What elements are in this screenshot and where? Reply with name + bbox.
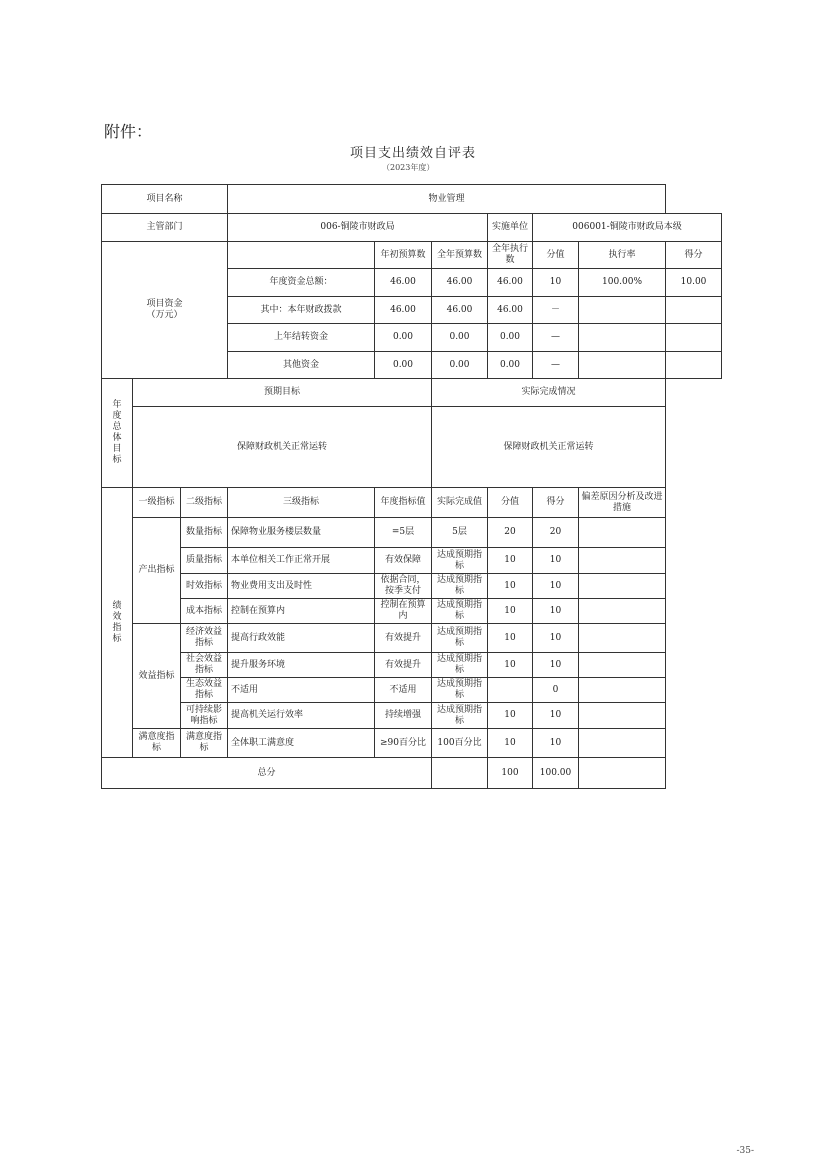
funds-row-score bbox=[666, 352, 722, 379]
perf-actual-value: 达成预期指标 bbox=[432, 574, 488, 599]
total-label: 总分 bbox=[102, 758, 432, 789]
perf-level2: 经济效益指标 bbox=[181, 624, 228, 653]
goal-actual-header: 实际完成情况 bbox=[432, 379, 666, 407]
perf-section-label bbox=[102, 488, 133, 758]
perf-level2: 生态效益指标 bbox=[181, 678, 228, 703]
perf-level2: 质量指标 bbox=[181, 548, 228, 574]
hdr-level2: 二级指标 bbox=[181, 488, 228, 518]
perf-level3: 不适用 bbox=[228, 678, 375, 703]
project-name-row bbox=[102, 185, 722, 214]
funds-row-rate bbox=[579, 297, 666, 324]
total-score-value: 100 bbox=[488, 758, 533, 789]
perf-row bbox=[102, 624, 722, 653]
funds-row-score-value: — bbox=[533, 324, 579, 352]
funds-row-exec: 46.00 bbox=[488, 269, 533, 297]
project-name-label: 项目名称 bbox=[102, 185, 228, 214]
perf-deviation bbox=[579, 599, 666, 624]
perf-score: 0 bbox=[533, 678, 579, 703]
perf-annual-value: =5层 bbox=[375, 518, 432, 548]
funds-row-initial: 0.00 bbox=[375, 324, 432, 352]
perf-level2: 成本指标 bbox=[181, 599, 228, 624]
page-title: 项目支出绩效自评表 bbox=[349, 146, 476, 161]
perf-score-value: 10 bbox=[488, 729, 533, 758]
hdr-score-value: 分值 bbox=[533, 242, 579, 269]
perf-row bbox=[102, 703, 722, 729]
hdr-perf-score-value: 分值 bbox=[488, 488, 533, 518]
funds-row-annual: 46.00 bbox=[432, 297, 488, 324]
perf-annual-value: 不适用 bbox=[375, 678, 432, 703]
total-row bbox=[102, 758, 722, 789]
page-number: -35- bbox=[736, 1146, 754, 1156]
perf-score-value bbox=[488, 678, 533, 703]
perf-deviation bbox=[579, 653, 666, 678]
perf-row bbox=[102, 518, 722, 548]
perf-level3: 本单位相关工作正常开展 bbox=[228, 548, 375, 574]
funds-row-label: 年度资金总额： bbox=[228, 269, 375, 297]
perf-level3: 保障物业服务楼层数量 bbox=[228, 518, 375, 548]
hdr-level3: 三级指标 bbox=[228, 488, 375, 518]
funds-row-rate: 100.00% bbox=[579, 269, 666, 297]
perf-deviation bbox=[579, 548, 666, 574]
funds-row-label: 上年结转资金 bbox=[228, 324, 375, 352]
goal-expected-text: 保障财政机关正常运转 bbox=[133, 407, 432, 488]
funds-header-row bbox=[102, 242, 722, 269]
unit-value: 006001-铜陵市财政局本级 bbox=[533, 214, 722, 242]
funds-row-initial: 46.00 bbox=[375, 297, 432, 324]
hdr-annual-exec: 全年执行数 bbox=[488, 242, 533, 269]
perf-level2: 社会效益指标 bbox=[181, 653, 228, 678]
funds-row-annual: 0.00 bbox=[432, 352, 488, 379]
perf-score: 10 bbox=[533, 703, 579, 729]
perf-score-value: 10 bbox=[488, 624, 533, 653]
perf-level3: 控制在预算内 bbox=[228, 599, 375, 624]
funds-row-label: 其他资金 bbox=[228, 352, 375, 379]
unit-label: 实施单位 bbox=[488, 214, 533, 242]
funds-row-label: 其中：本年财政拨款 bbox=[228, 297, 375, 324]
perf-level3: 物业费用支出及时性 bbox=[228, 574, 375, 599]
perf-level2: 满意度指标 bbox=[181, 729, 228, 758]
funds-row-initial: 0.00 bbox=[375, 352, 432, 379]
funds-section-text: 项目资金 （万元） bbox=[146, 299, 183, 320]
perf-score: 10 bbox=[533, 599, 579, 624]
page-subtitle: （2023年度） bbox=[382, 163, 435, 172]
total-score: 100.00 bbox=[533, 758, 579, 789]
perf-annual-value: 依据合同，按季支付 bbox=[375, 574, 432, 599]
funds-row-exec: 0.00 bbox=[488, 324, 533, 352]
perf-actual-value: 达成预期指标 bbox=[432, 653, 488, 678]
perf-annual-value: 有效提升 bbox=[375, 624, 432, 653]
perf-annual-value: 有效提升 bbox=[375, 653, 432, 678]
goal-header-row bbox=[102, 379, 722, 407]
funds-row-exec: 0.00 bbox=[488, 352, 533, 379]
goal-section-label bbox=[102, 379, 133, 488]
perf-actual-value: 达成预期指标 bbox=[432, 599, 488, 624]
funds-row-score bbox=[666, 324, 722, 352]
group-benefit: 效益指标 bbox=[133, 624, 181, 729]
perf-level3: 提高行政效能 bbox=[228, 624, 375, 653]
funds-row-annual: 0.00 bbox=[432, 324, 488, 352]
perf-deviation bbox=[579, 678, 666, 703]
perf-deviation bbox=[579, 624, 666, 653]
perf-row bbox=[102, 729, 722, 758]
hdr-perf-score: 得分 bbox=[533, 488, 579, 518]
attachment-label: 附件： bbox=[104, 122, 153, 141]
group-satisfaction: 满意度指标 bbox=[133, 729, 181, 758]
funds-row-rate bbox=[579, 324, 666, 352]
hdr-annual-value: 年度指标值 bbox=[375, 488, 432, 518]
hdr-exec-rate: 执行率 bbox=[579, 242, 666, 269]
perf-score-value: 10 bbox=[488, 653, 533, 678]
perf-score: 20 bbox=[533, 518, 579, 548]
funds-row-annual: 46.00 bbox=[432, 269, 488, 297]
funds-row-score bbox=[666, 297, 722, 324]
perf-score-value: 10 bbox=[488, 548, 533, 574]
total-blank bbox=[432, 758, 488, 789]
funds-row-initial: 46.00 bbox=[375, 269, 432, 297]
dept-label: 主管部门 bbox=[102, 214, 228, 242]
hdr-annual-budget: 全年预算数 bbox=[432, 242, 488, 269]
perf-actual-value: 100百分比 bbox=[432, 729, 488, 758]
perf-annual-value: ≥90百分比 bbox=[375, 729, 432, 758]
hdr-score: 得分 bbox=[666, 242, 722, 269]
self-evaluation-table bbox=[101, 184, 722, 789]
goal-section-text: 年 度 总 体 目 标 bbox=[112, 400, 122, 465]
hdr-level1: 一级指标 bbox=[133, 488, 181, 518]
funds-header-blank bbox=[228, 242, 375, 269]
dept-value: 006-铜陵市财政局 bbox=[228, 214, 488, 242]
total-deviation bbox=[579, 758, 666, 789]
perf-level2: 数量指标 bbox=[181, 518, 228, 548]
perf-row bbox=[102, 548, 722, 574]
project-name-value: 物业管理 bbox=[228, 185, 666, 214]
perf-score: 10 bbox=[533, 653, 579, 678]
perf-score-value: 10 bbox=[488, 703, 533, 729]
funds-row-exec: 46.00 bbox=[488, 297, 533, 324]
perf-row bbox=[102, 599, 722, 624]
group-output: 产出指标 bbox=[133, 518, 181, 624]
perf-header-row bbox=[102, 488, 722, 518]
hdr-actual-value: 实际完成值 bbox=[432, 488, 488, 518]
perf-row bbox=[102, 678, 722, 703]
goal-actual-text: 保障财政机关正常运转 bbox=[432, 407, 666, 488]
perf-deviation bbox=[579, 703, 666, 729]
perf-score-value: 10 bbox=[488, 599, 533, 624]
perf-score: 10 bbox=[533, 548, 579, 574]
perf-actual-value: 达成预期指标 bbox=[432, 548, 488, 574]
funds-row-score-value: 10 bbox=[533, 269, 579, 297]
perf-section-text: 绩 效 指 标 bbox=[112, 600, 122, 644]
hdr-deviation: 偏差原因分析及改进措施 bbox=[579, 488, 666, 518]
perf-level3: 提高机关运行效率 bbox=[228, 703, 375, 729]
perf-score: 10 bbox=[533, 574, 579, 599]
perf-actual-value: 5层 bbox=[432, 518, 488, 548]
perf-row bbox=[102, 574, 722, 599]
perf-row bbox=[102, 653, 722, 678]
hdr-initial-budget: 年初预算数 bbox=[375, 242, 432, 269]
perf-level2: 时效指标 bbox=[181, 574, 228, 599]
perf-deviation bbox=[579, 518, 666, 548]
funds-row-rate bbox=[579, 352, 666, 379]
perf-score: 10 bbox=[533, 729, 579, 758]
perf-level3: 提升服务环境 bbox=[228, 653, 375, 678]
perf-actual-value: 达成预期指标 bbox=[432, 624, 488, 653]
perf-score: 10 bbox=[533, 624, 579, 653]
perf-actual-value: 达成预期指标 bbox=[432, 678, 488, 703]
perf-actual-value: 达成预期指标 bbox=[432, 703, 488, 729]
goal-expected-header: 预期目标 bbox=[133, 379, 432, 407]
perf-level2: 可持续影响指标 bbox=[181, 703, 228, 729]
perf-annual-value: 有效保障 bbox=[375, 548, 432, 574]
perf-score-value: 20 bbox=[488, 518, 533, 548]
perf-level3: 全体职工满意度 bbox=[228, 729, 375, 758]
perf-deviation bbox=[579, 574, 666, 599]
perf-score-value: 10 bbox=[488, 574, 533, 599]
funds-section-label bbox=[102, 242, 228, 379]
funds-row-score-value: — bbox=[533, 352, 579, 379]
department-row bbox=[102, 214, 722, 242]
perf-annual-value: 持续增强 bbox=[375, 703, 432, 729]
goal-content-row bbox=[102, 407, 722, 488]
perf-annual-value: 控制在预算内 bbox=[375, 599, 432, 624]
funds-row-score-value: － bbox=[533, 297, 579, 324]
funds-row-score: 10.00 bbox=[666, 269, 722, 297]
perf-deviation bbox=[579, 729, 666, 758]
